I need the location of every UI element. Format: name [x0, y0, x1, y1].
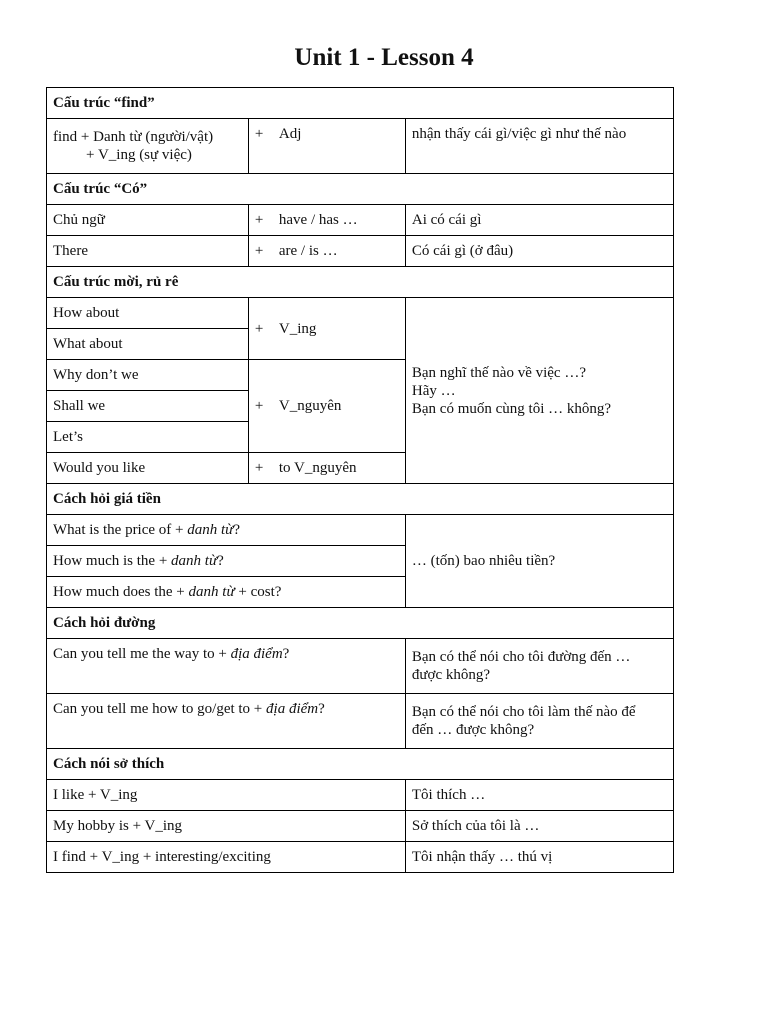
page-title: Unit 1 - Lesson 4	[294, 44, 474, 71]
text-part-italic: địa điểm	[230, 646, 283, 662]
directions-meaning-1	[405, 639, 673, 694]
invite-how-about: How about	[47, 298, 249, 329]
table-row	[47, 694, 674, 749]
find-line-2: + V_ing (sự việc)	[86, 147, 192, 163]
section-header-row	[47, 174, 674, 205]
have-form: have / has …	[278, 212, 358, 228]
invite-lets: Let’s	[47, 422, 249, 453]
text-part: What is the price of +	[53, 522, 188, 538]
invite-would-you-like: Would you like	[47, 453, 249, 484]
invite-what-about: What about	[47, 329, 249, 360]
text-part: How much does the +	[53, 584, 189, 600]
there-meaning-cell: Có cái gì (ở đâu)	[405, 236, 673, 267]
section-header-row	[47, 749, 674, 780]
text-line: được không?	[411, 667, 491, 683]
find-meaning-cell: nhận thấy cái gì/việc gì như thế nào	[405, 119, 673, 174]
plus-sign: +	[254, 243, 264, 259]
have-form-cell	[248, 205, 405, 236]
table-row	[47, 205, 674, 236]
table-row	[47, 639, 674, 694]
text-part: + cost?	[234, 584, 282, 600]
table-row	[47, 780, 674, 811]
have-subject-cell: Chủ ngữ	[47, 205, 249, 236]
hobby-structure-2: My hobby is + V_ing	[47, 811, 406, 842]
section-header-row	[47, 484, 674, 515]
invite-shall-we: Shall we	[47, 391, 249, 422]
section-header-row	[47, 88, 674, 119]
price-meaning-cell: … (tốn) bao nhiêu tiền?	[405, 515, 673, 608]
invite-to: to V_nguyên	[278, 460, 357, 476]
plus-sign: +	[254, 320, 264, 337]
text-line: Bạn có thể nói cho tôi đường đến …	[411, 649, 631, 665]
plus-sign: +	[254, 398, 264, 414]
text-part: ?	[217, 553, 224, 569]
hobby-structure-1: I like + V_ing	[47, 780, 406, 811]
directions-structure-2	[47, 694, 406, 749]
have-meaning-cell: Ai có cái gì	[405, 205, 673, 236]
there-form-cell	[248, 236, 405, 267]
table-row	[47, 298, 674, 329]
text-part: How much is the +	[53, 553, 172, 569]
invite-meaning-1: Bạn nghĩ thế nào về việc …?	[411, 364, 587, 381]
table-row	[47, 811, 674, 842]
find-form-cell	[248, 119, 405, 174]
invite-meaning-3: Bạn có muốn cùng tôi … không?	[411, 400, 612, 417]
find-line-1: find + Danh từ (người/vật)	[53, 129, 214, 145]
text-part-italic: địa điểm	[266, 701, 319, 717]
directions-meaning-2	[405, 694, 673, 749]
text-part: Can you tell me the way to +	[53, 646, 231, 662]
section-header-find: Cấu trúc “find”	[47, 88, 674, 119]
price-structure-3	[47, 577, 406, 608]
plus-sign: +	[254, 212, 264, 228]
section-header-directions: Cách hỏi đường	[47, 608, 674, 639]
directions-structure-1	[47, 639, 406, 694]
invite-base: V_nguyên	[278, 398, 342, 414]
invite-ving-cell	[248, 298, 405, 360]
table-row	[47, 119, 674, 174]
invite-to-cell	[248, 453, 405, 484]
price-structure-2	[47, 546, 406, 577]
there-form: are / is …	[278, 243, 338, 259]
section-header-row	[47, 267, 674, 298]
text-part: ?	[233, 522, 241, 538]
invite-why-dont-we: Why don’t we	[47, 360, 249, 391]
section-header-have: Cấu trúc “Có”	[47, 174, 674, 205]
price-structure-1	[47, 515, 406, 546]
plus-sign: +	[254, 460, 264, 476]
text-part-italic: danh từ	[171, 553, 218, 569]
grammar-table	[46, 87, 674, 873]
text-line: Bạn có thể nói cho tôi làm thế nào để	[411, 704, 636, 720]
table-row	[47, 515, 674, 546]
section-header-price: Cách hỏi giá tiền	[47, 484, 674, 515]
text-part: ?	[318, 701, 325, 717]
there-subject-cell: There	[47, 236, 249, 267]
hobby-structure-3: I find + V_ing + interesting/exciting	[47, 842, 406, 873]
invite-meaning-cell	[405, 298, 673, 484]
hobby-meaning-2: Sở thích của tôi là …	[405, 811, 673, 842]
invite-meaning-2: Hãy …	[411, 382, 456, 399]
invite-base-cell	[248, 360, 405, 453]
hobby-meaning-1: Tôi thích …	[405, 780, 673, 811]
hobby-meaning-3: Tôi nhận thấy … thú vị	[405, 842, 673, 873]
find-structure-cell	[47, 119, 249, 174]
table-row	[47, 842, 674, 873]
find-form: Adj	[278, 126, 302, 142]
invite-ving: V_ing	[278, 320, 317, 337]
text-part-italic: danh từ	[187, 522, 234, 538]
text-part: ?	[282, 646, 290, 662]
text-part-italic: danh từ	[188, 584, 235, 600]
text-part: Can you tell me how to go/get to +	[53, 701, 267, 717]
section-header-invite: Cấu trúc mời, rủ rê	[47, 267, 674, 298]
table-row	[47, 236, 674, 267]
text-line: đến … được không?	[411, 722, 535, 738]
section-header-row	[47, 608, 674, 639]
plus-sign: +	[254, 126, 264, 142]
section-header-hobby: Cách nói sở thích	[47, 749, 674, 780]
